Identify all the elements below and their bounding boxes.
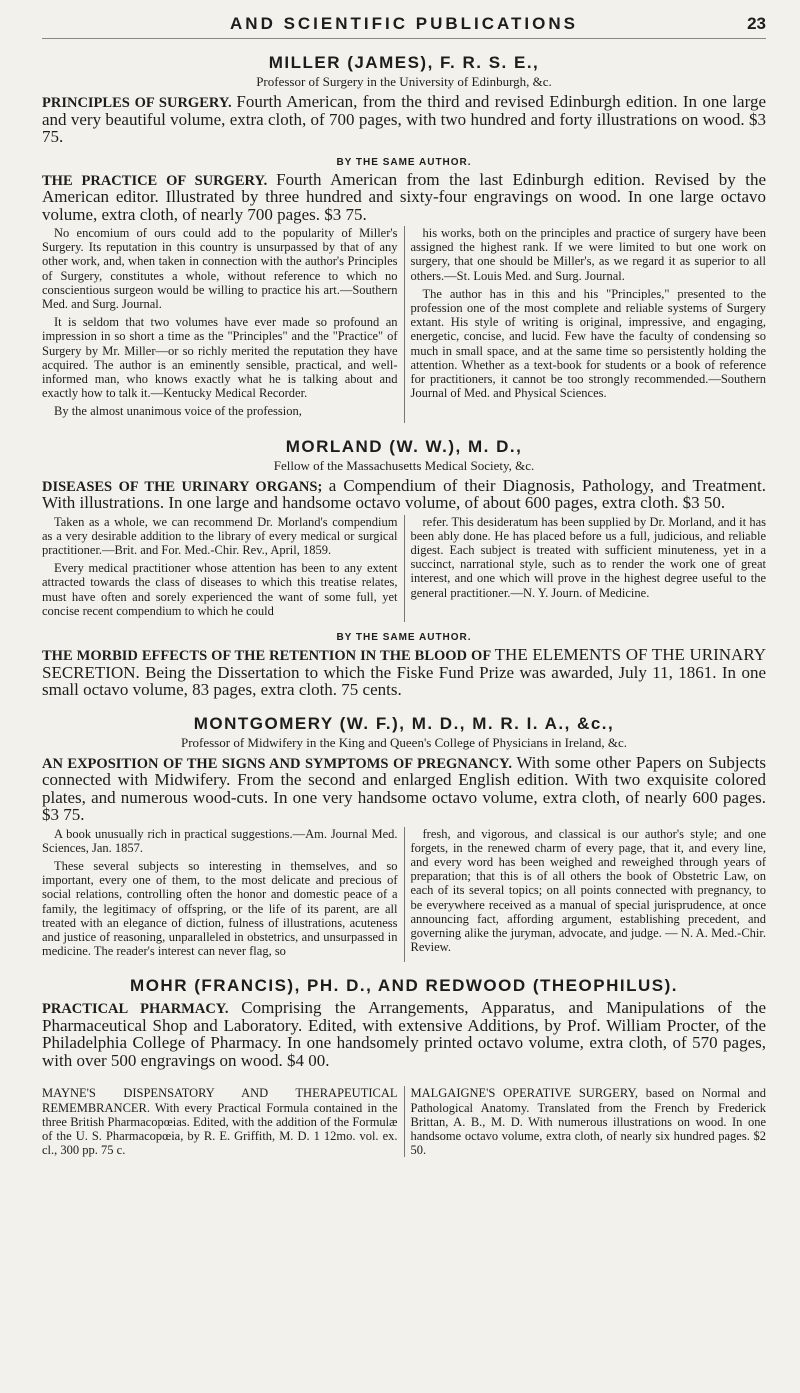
review-paragraph: fresh, and vigorous, and classical is our author's style; and one forgets, in the renewed charm of every page, that it, and every line, and every word has been weighed and reweighed through years of preparation; that this is of all others the book of Obstetric Law, on each of its several topics; on all points connected with pregnancy, to be everywhere received as a manual of special jurisprudence, at once announcing fact, affording argument, establishing precedent, and governing alike the juryman, advocate, and judge. — N. A. Med.-Chir. Review. [410,826,766,955]
book-description: With some other Papers on Subjects connected with Midwifery. From the second and enlarged English edition. With two exquisite colored plates, and numerous wood-cuts. In one very handsome octavo volume, extra cloth, of nearly 600 pages. $3 75. [42,752,766,825]
listing-text: MALGAIGNE'S OPERATIVE SURGERY, based on Normal and Pathological Anatomy. Translated from the French by Frederick Brittan, A. B., M. D. With numerous illustrations on wood. In one handsome octavo volume, extra cloth, of nearly six hundred pages. $2 50. [410,1086,766,1158]
review-paragraph: By the almost unanimous voice of the profession, [54,404,302,419]
entry-morland [42,437,766,700]
footer-listings [42,1086,766,1157]
author-affiliation: Professor of Surgery in the University of Edinburgh, &c. [256,74,552,89]
running-header [42,10,766,39]
reviews-left-column [42,515,405,622]
footer-left-listing [42,1086,405,1157]
review-paragraph: The author has in this and his "Principles," presented to the profession one of the most complete and reliable systems of Surgery extant. His style of writing is original, impressive, and engaging, energetic, concise, and lucid. Few have the faculty of condensing so much in small space, and at the same time so persistently holding the attention. Whether as a text-book for students or a book of reference for practitioners, it cannot be too strongly recommended.—Southern Journal of Med. and Physical Sciences. [410,286,766,401]
review-paragraph: No encomium of ours could add to the popularity of Miller's Surgery. Its reputation in this country is unsurpassed by that of any other work, and, when taken in connection with the author's Principles of Surgery, constitutes a whole, without reference to which no conscientious surgeon would be willing to practice his art.—Southern Med. and Surg. Journal. [42,226,398,312]
reviews-left-column [42,226,405,423]
book-title: PRACTICAL PHARMACY. [42,1001,229,1018]
review-paragraph: It is seldom that two volumes have ever made so profound an impression in so short a time as the "Principles" and the "Practice" of Surgery by Mr. Miller—or so richly merited the reputation they have acquired. The author is an eminently sensible, practical, and well-informed man, who knows exactly what he is talking about and exactly how to talk it.—Kentucky Medical Recorder. [42,315,398,401]
reviews-right-column [405,226,767,423]
author-heading: MILLER (JAMES), F. R. S. E., [268,53,540,72]
author-affiliation: Professor of Midwifery in the King and Queen's College of Physicians in Ireland, &c. [180,734,628,750]
review-paragraph: A book unusually rich in practical suggestions.—Am. Journal Med. Sciences, Jan. 1857. [42,826,398,855]
book-title: PRINCIPLES OF SURGERY. [42,95,232,111]
book-description: Comprising the Arrangements, Apparatus, and Manipulations of the Pharmaceutical Shop and Laboratory. Edited, with extensive Additions, by Prof. William Procter, of the Philadelphia College of Pharmacy. In one handsomely printed octavo volume, extra cloth, of 570 pages, with over 500 engravings on wood. $4 00. [42,998,766,1070]
author-heading: MOHR (FRANCIS), PH. D., AND REDWOOD (THEOPHILUS). [130,976,678,996]
book-listing [42,647,766,700]
book-listing [42,475,767,513]
book-description: a Compendium of their Diagnosis, Pathology, and Treatment. With illustrations. In one large and handsome octavo volume, of about 600 pages, extra cloth. $3 50. [42,475,767,513]
author-affiliation: Fellow of the Massachusetts Medical Society, &c. [273,457,535,473]
entry-miller [42,53,766,423]
book-listing [42,169,767,225]
by-same-author-label: BY THE SAME AUTHOR. [336,156,472,168]
book-listing [42,752,766,825]
review-paragraph: Taken as a whole, we can recommend Dr. Morland's compendium as a very desirable addition to the library of every medical or surgical practitioner.—Brit. and For. Med.-Chir. Rev., April, 1859. [42,514,398,558]
review-paragraph: Every medical practitioner whose attention has been to any extent attracted towards the class of diseases to which this treatise relates, must have often and sorely experienced the want of some full, yet concise recent compendium to which he could [42,561,398,618]
listing-text: MAYNE'S DISPENSATORY AND THERAPEUTICAL REMEMBRANCER. With every Practical Formula contained in the three British Pharmacopœias. Edited, with the addition of the Formulæ of the U. S. Pharmacopœia, by R. E. Griffith, M. D. 1 12mo. vol. ex. cl., 300 pp. 75 c. [42,1086,398,1158]
page-number: 23 [747,14,766,33]
running-title: AND SCIENTIFIC PUBLICATIONS [230,14,578,33]
reviews-columns [42,226,766,423]
reviews-left-column [42,827,405,963]
book-title: THE PRACTICE OF SURGERY. [42,172,268,189]
reviews-columns [42,827,766,963]
author-heading: MORLAND (W. W.), M. D., [285,436,523,456]
book-title: AN EXPOSITION OF THE SIGNS AND SYMPTOMS OF PREGNANCY. [42,755,512,772]
review-paragraph: his works, both on the principles and practice of surgery have been assigned the highest rank. If we were limited to but one work on surgery, that one should be Miller's, as we regard it as superior to all others.—St. Louis Med. and Surg. Journal. [410,226,766,283]
entry-mohr [42,976,766,1070]
review-paragraph: These several subjects so interesting in themselves, and so important, every one of them, to the most delicate and precious of social relations, controlling often the honor and domestic peace of a family, the legitimacy of offspring, or the life of its parent, are all treated with an elegance of diction, fulness of illustrations, acuteness and justice of reasoning, unparalleled in obstetrics, and unsurpassed in medicine. The reader's interest can never flag, so [42,858,398,959]
book-title: THE MORBID EFFECTS OF THE RETENTION IN THE BLOOD OF [42,648,491,665]
reviews-columns [42,515,766,622]
book-listing [42,1000,766,1070]
entry-montgomery [42,714,766,963]
reviews-right-column [405,515,767,622]
book-description: Fourth American from the last Edinburgh edition. Revised by the American editor. Illustrated by three hundred and sixty-four engravings on wood. In one large octavo volume, extra cloth, of nearly 700 pages. $3 75. [42,169,767,224]
book-listing [42,94,766,147]
author-heading: MONTGOMERY (W. F.), M. D., M. R. I. A., &c., [193,713,615,733]
book-description: THE ELEMENTS OF THE URINARY SECRETION. Being the Dissertation to which the Fiske Fund Prize was awarded, July 11, 1861. In one small octavo volume, 83 pages, extra cloth. 75 cents. [42,645,766,700]
footer-right-listing [405,1086,767,1157]
book-title: DISEASES OF THE URINARY ORGANS; [42,478,323,495]
book-description: Fourth American, from the third and revised Edinburgh edition. In one large and very beautiful volume, extra cloth, of 700 pages, with two hundred and forty illustrations on wood. $3 75. [42,92,767,146]
review-paragraph: refer. This desideratum has been supplied by Dr. Morland, and it has been ably done. He has placed before us a full, judicious, and reliable digest. Each subject is treated with sufficient minuteness, yet in a succinct, narrational style, such as to render the work one of great interest, and one which will prove in the highest degree useful to the general practitioner.—N. Y. Journ. of Medicine. [410,514,766,600]
by-same-author-label: BY THE SAME AUTHOR. [336,632,472,644]
reviews-right-column [405,827,767,963]
